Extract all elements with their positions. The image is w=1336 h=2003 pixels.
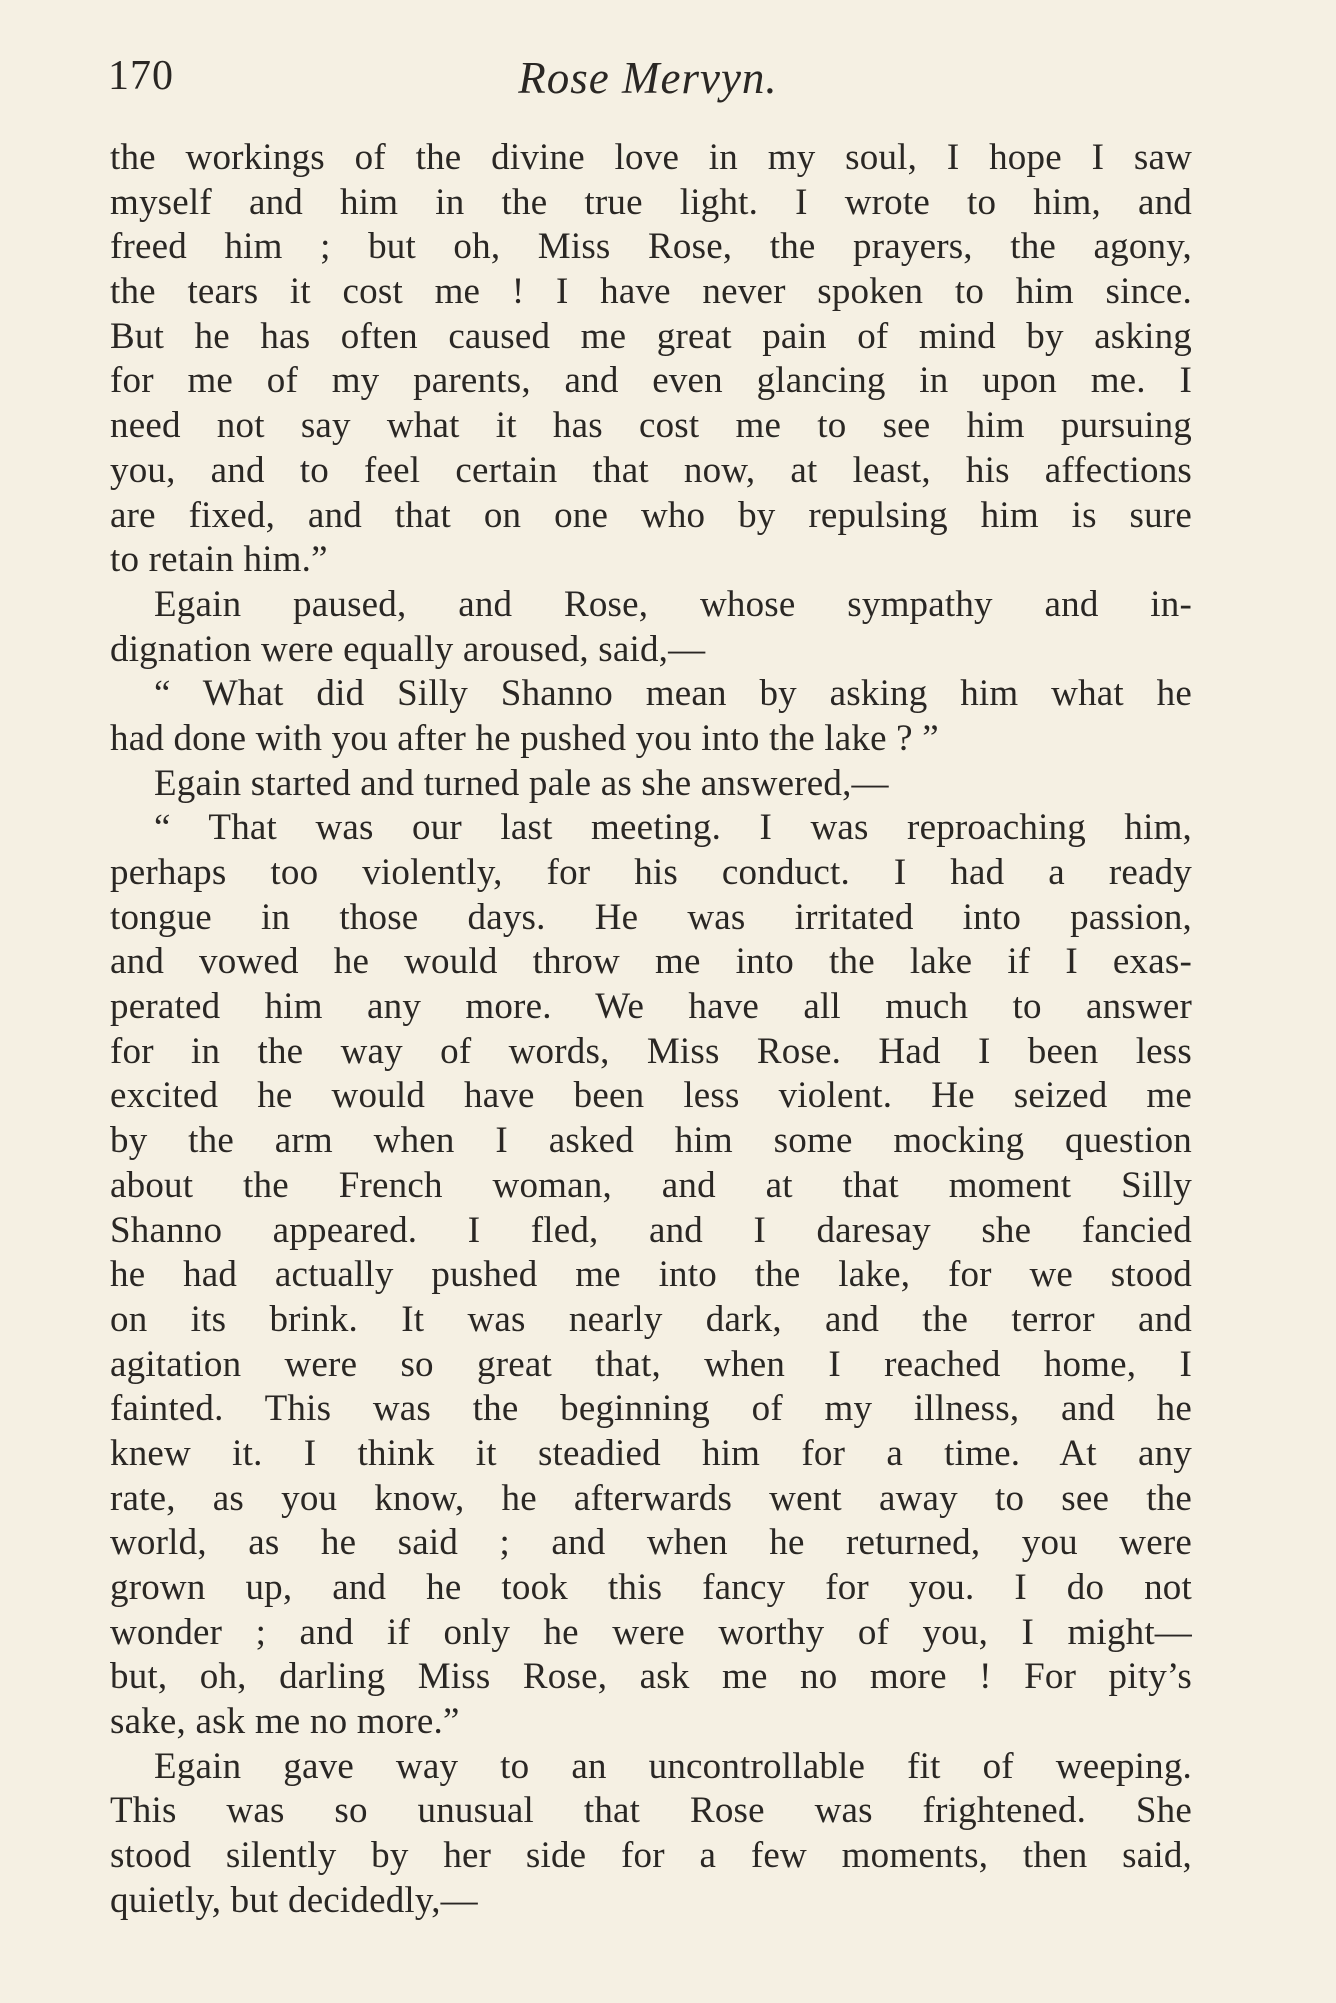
text-line: This was so unusual that Rose was frightened. She [110,1790,1192,1832]
text-line: and vowed he would throw me into the lake if I exas- [110,941,1192,983]
body-text [110,136,1192,1924]
text-line: freed him ; but oh, Miss Rose, the prayers, the agony, [110,226,1192,268]
text-line: “ That was our last meeting. I was reproaching him, [154,807,1192,849]
text-line: the workings of the divine love in my soul, I hope I saw [110,137,1192,178]
text-line: the tears it cost me ! I have never spoken to him since. [110,271,1192,313]
text-line: excited he would have been less violent. He seized me [110,1075,1192,1117]
text-line: stood silently by her side for a few moments, then said, [110,1835,1192,1877]
text-line: agitation were so great that, when I reached home, I [110,1343,1192,1385]
text-line: dignation were equally aroused, said,— [110,628,706,670]
text-line: fainted. This was the beginning of my illness, and he [110,1388,1192,1430]
text-line: quietly, but decidedly,— [110,1879,478,1921]
text-line: but, oh, darling Miss Rose, ask me no more ! For pity’s [110,1656,1192,1698]
text-line: Egain started and turned pale as she answered,— [154,762,889,804]
text-line: sake, ask me no more.” [110,1701,460,1743]
text-line: Egain paused, and Rose, whose sympathy and in- [154,583,1192,625]
text-line: Egain gave way to an uncontrollable fit of weeping. [154,1745,1192,1787]
text-line: perhaps too violently, for his conduct. I had a ready [110,852,1192,893]
text-line: wonder ; and if only he were worthy of you, I might— [110,1611,1192,1653]
text-line: rate, as you know, he afterwards went away to see the [110,1477,1192,1519]
page-header [108,52,1188,112]
text-line: “ What did Silly Shanno mean by asking him what he [154,673,1192,715]
page-number: 170 [108,53,174,99]
text-line: had done with you after he pushed you into the lake ? ” [110,717,939,759]
text-line: you, and to feel certain that now, at least, his affections [110,449,1192,491]
text-line: to retain him.” [110,539,328,581]
text-line: Shanno appeared. I fled, and I daresay she fancied [110,1209,1192,1251]
text-line: myself and him in the true light. I wrote to him, and [110,181,1192,223]
text-line: knew it. I think it steadied him for a time. At any [110,1432,1192,1474]
text-line: for in the way of words, Miss Rose. Had I been less [110,1030,1192,1072]
running-title: Rose Mervyn. [518,53,778,103]
text-line: world, as he said ; and when he returned, you were [110,1522,1192,1564]
text-line: tongue in those days. He was irritated into passion, [110,896,1192,938]
text-line: But he has often caused me great pain of mind by asking [110,315,1192,357]
text-line: he had actually pushed me into the lake, for we stood [110,1254,1192,1296]
text-line: about the French woman, and at that moment Silly [110,1164,1192,1206]
text-line: by the arm when I asked him some mocking question [110,1120,1192,1162]
text-line: for me of my parents, and even glancing in upon me. I [110,360,1192,402]
text-line: are fixed, and that on one who by repulsing him is sure [110,494,1192,536]
text-line: on its brink. It was nearly dark, and the terror and [110,1298,1192,1340]
text-line: need not say what it has cost me to see him pursuing [110,405,1192,447]
text-line: grown up, and he took this fancy for you. I do not [110,1567,1192,1608]
text-line: perated him any more. We have all much to answer [110,986,1192,1028]
